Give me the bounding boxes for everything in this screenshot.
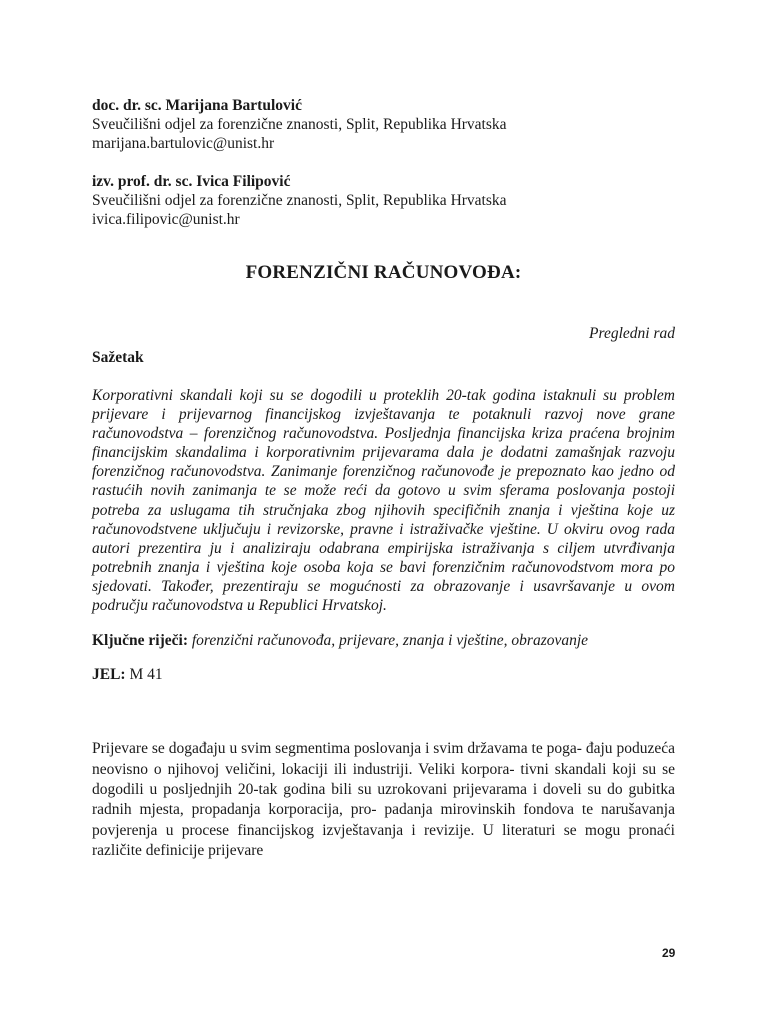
author-affiliation: Sveučilišni odjel za forenzične znanosti, Split, Republika Hrvatska [92,192,507,209]
body-paragraph: Prijevare se događaju u svim segmentima poslovanja i svim državama te poga- đaju poduzeća neovisno o njihovoj veličini, lokaciji ili industriji. Veliki korpora- tivni skandali koji su se dogodili u posljednjih 20-tak godina bili su uzrokovani prijevarama i doveli su do gubitka radnih mjesta, propadanja korporacija, pro- padanja mirovinskih fondova te narušavanja povjerenja u procese financijskog izvještavanja i revizije. U literaturi se mogu pronaći različite definicije prijevare [92,740,675,860]
article-title: FORENZIČNI RAČUNOVOĐA: [245,262,522,283]
author-block-2 [92,172,675,229]
keywords-label: Ključne riječi: [92,632,188,650]
article-type: Pregledni rad [589,325,675,342]
jel-classification [92,666,675,684]
author-block-1 [92,96,675,153]
keywords-text: forenzični računovođa, prijevare, znanja i vještine, obrazovanje [191,632,589,650]
author-email: ivica.filipovic@unist.hr [92,211,240,228]
author-email: marijana.bartulovic@unist.hr [92,135,275,152]
jel-code: M 41 [129,666,163,684]
jel-label: JEL: [92,666,126,684]
keywords [92,632,675,650]
page-content [92,96,675,862]
page-number: 29 [662,946,676,960]
abstract-text: Korporativni skandali koji su se dogodili u proteklih 20-tak godina istaknuli su problem prijevare i prijevarnog financijskog izvještavanja te potaknuli razvoj nove grane računovodstva – forenzičnog računovodstva. Posljednja financijska kriza praćena brojnim financijskim skandalima i korporativnim prijevarama dala je dodatni zamašnjak razvoju forenzičnog računovodstva. Zanimanje forenzičnog računovođe je prepoznato kao jedno od rastućih novih zanimanja te se može reći da gotovo u svim sferama poslovanja postoji potreba za uslugama tih stručnjaka zbog njihovih specifičnih znanja i vještina koje uz računovodstvene uključuju i revizorske, pravne i istraživačke vještine. U okviru ovog rada autori prezentira ju i analiziraju odabrana empirijska istraživanja s ciljem utvrđivanja potrebnih znanja i vještina koje osoba koja se bavi forenzičnim računovodstvom mora po sjedovati. Također, prezentiraju se mogućnosti za obrazovanje i usavršavanje u ovom području računovodstva u Republici Hrvatskoj. [92,387,675,615]
author-name: izv. prof. dr. sc. Ivica Filipović [92,173,291,190]
abstract-heading: Sažetak [92,349,144,366]
author-affiliation: Sveučilišni odjel za forenzične znanosti, Split, Republika Hrvatska [92,116,507,133]
author-name: doc. dr. sc. Marijana Bartulović [92,97,302,114]
